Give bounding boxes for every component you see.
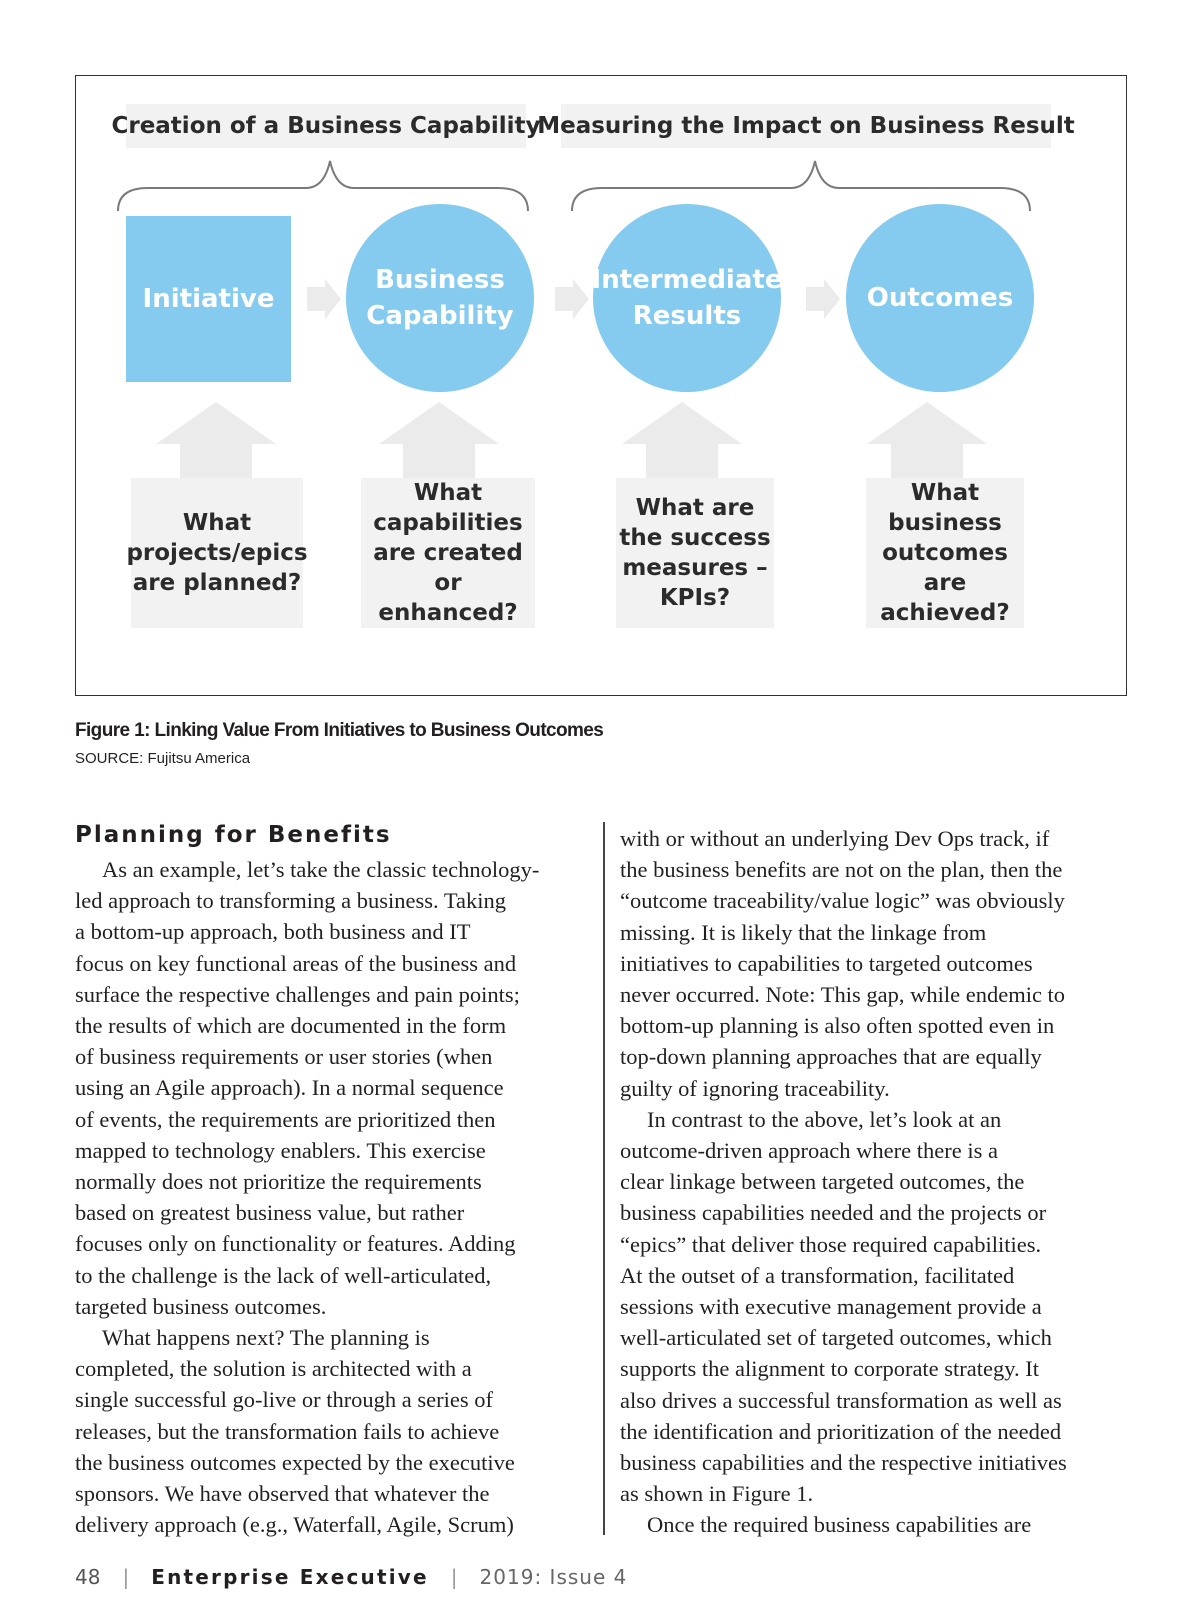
node-outcomes: Outcomes bbox=[846, 204, 1034, 392]
text-line: releases, but the transformation fails to achieve bbox=[75, 1418, 500, 1444]
left-column bbox=[75, 854, 595, 1540]
node-business-capability: Business Capability bbox=[346, 204, 534, 392]
text-line: clear linkage between targeted outcomes, the bbox=[620, 1169, 1025, 1195]
text-line: focus on key functional areas of the business and bbox=[75, 950, 517, 976]
text-line: “epics” that deliver those required capabilities. bbox=[620, 1231, 1042, 1257]
text-line: initiatives to capabilities to targeted outcomes bbox=[620, 950, 1033, 976]
text-line: of events, the requirements are prioritized then bbox=[75, 1106, 496, 1132]
arrow-right-icon bbox=[806, 279, 840, 319]
text-line: missing. It is likely that the linkage from bbox=[620, 919, 987, 945]
arrow-right-icon bbox=[555, 279, 589, 319]
node-initiative: Initiative bbox=[126, 216, 291, 382]
text-line: normally does not prioritize the requirements bbox=[75, 1169, 482, 1195]
text-line: In contrast to the above, let’s look at an bbox=[647, 1106, 1002, 1132]
figure-caption: Figure 1: Linking Value From Initiatives to Business Outcomes bbox=[75, 720, 604, 741]
text-line: a bottom-up approach, both business and IT bbox=[75, 919, 471, 945]
text-line: top-down planning approaches that are equally bbox=[620, 1044, 1042, 1070]
text-line: the identification and prioritization of the needed bbox=[620, 1418, 1062, 1444]
text-line: with or without an underlying Dev Ops track, if bbox=[620, 826, 1050, 851]
text-line: guilty of ignoring traceability. bbox=[620, 1075, 890, 1101]
left-group-brace bbox=[118, 161, 528, 211]
text-line: bottom-up planning is also often spotted even in bbox=[620, 1013, 1055, 1039]
text-line: “outcome traceability/value logic” was obviously bbox=[620, 888, 1065, 914]
question-projects: What projects/epics are planned? bbox=[131, 478, 303, 628]
arrow-up-icon bbox=[622, 402, 742, 478]
text-line: delivery approach (e.g., Waterfall, Agile, Scrum) bbox=[75, 1512, 514, 1538]
section-heading: Planning for Benefits bbox=[75, 822, 392, 848]
text-line: as shown in Figure 1. bbox=[620, 1481, 814, 1507]
right-group-brace bbox=[572, 161, 1030, 211]
text-line: the business outcomes expected by the executive bbox=[75, 1449, 515, 1475]
figure-frame bbox=[75, 75, 1127, 696]
text-line: business capabilities and the respective initiatives bbox=[620, 1450, 1067, 1476]
question-kpis: What are the success measures – KPIs? bbox=[616, 478, 774, 628]
issue-label: 2019: Issue 4 bbox=[479, 1565, 628, 1589]
figure-source: SOURCE: Fujitsu America bbox=[75, 750, 251, 767]
text-line: completed, the solution is architected with a bbox=[75, 1356, 472, 1382]
footer-separator: | bbox=[450, 1565, 458, 1589]
text-line: What happens next? The planning is bbox=[102, 1325, 430, 1351]
arrow-right-icon bbox=[307, 279, 341, 319]
text-line: sponsors. We have observed that whatever the bbox=[75, 1481, 490, 1507]
arrow-up-icon bbox=[379, 402, 499, 478]
node-intermediate-results: Intermediate Results bbox=[593, 204, 781, 392]
arrow-up-icon bbox=[156, 402, 276, 478]
text-line: At the outset of a transformation, facilitated bbox=[620, 1262, 1015, 1288]
question-capabilities: What capabilities are created or enhanced? bbox=[361, 478, 535, 628]
text-line: based on greatest business value, but rather bbox=[75, 1200, 465, 1226]
text-line: single successful go-live or through a series of bbox=[75, 1387, 494, 1413]
text-line: led approach to transforming a business. Taking bbox=[75, 888, 507, 914]
text-line: surface the respective challenges and pain points; bbox=[75, 981, 520, 1007]
text-line: mapped to technology enablers. This exercise bbox=[75, 1137, 486, 1163]
text-line: As an example, let’s take the classic technology- bbox=[102, 857, 540, 882]
page-footer bbox=[75, 1562, 627, 1592]
page-number: 48 bbox=[75, 1565, 101, 1589]
text-line: targeted business outcomes. bbox=[75, 1293, 327, 1319]
text-line: Once the required business capabilities are bbox=[647, 1512, 1032, 1538]
text-line: the business benefits are not on the plan, then the bbox=[620, 857, 1063, 883]
text-line: focuses only on functionality or features. Adding bbox=[75, 1231, 516, 1257]
text-line: also drives a successful transformation as well as bbox=[620, 1387, 1062, 1413]
text-line: using an Agile approach). In a normal sequence bbox=[75, 1075, 504, 1101]
text-line: the results of which are documented in the form bbox=[75, 1013, 507, 1039]
header-measuring: Measuring the Impact on Business Result bbox=[561, 104, 1051, 148]
text-line: well-articulated set of targeted outcomes, which bbox=[620, 1325, 1052, 1351]
arrow-up-icon bbox=[867, 402, 987, 478]
text-line: supports the alignment to corporate strategy. It bbox=[620, 1356, 1040, 1382]
column-divider bbox=[603, 822, 605, 1535]
magazine-name: Enterprise Executive bbox=[151, 1565, 429, 1589]
text-line: sessions with executive management provide a bbox=[620, 1294, 1042, 1320]
footer-separator: | bbox=[122, 1565, 130, 1589]
header-creation: Creation of a Business Capability bbox=[126, 104, 526, 148]
text-line: outcome-driven approach where there is a bbox=[620, 1138, 998, 1164]
question-business-outcomes: What business outcomes are achieved? bbox=[866, 478, 1024, 628]
text-line: business capabilities needed and the projects or bbox=[620, 1200, 1047, 1226]
text-line: of business requirements or user stories (when bbox=[75, 1044, 493, 1070]
right-column bbox=[620, 823, 1130, 1541]
text-line: to the challenge is the lack of well-articulated, bbox=[75, 1262, 492, 1288]
text-line: never occurred. Note: This gap, while endemic to bbox=[620, 982, 1066, 1008]
